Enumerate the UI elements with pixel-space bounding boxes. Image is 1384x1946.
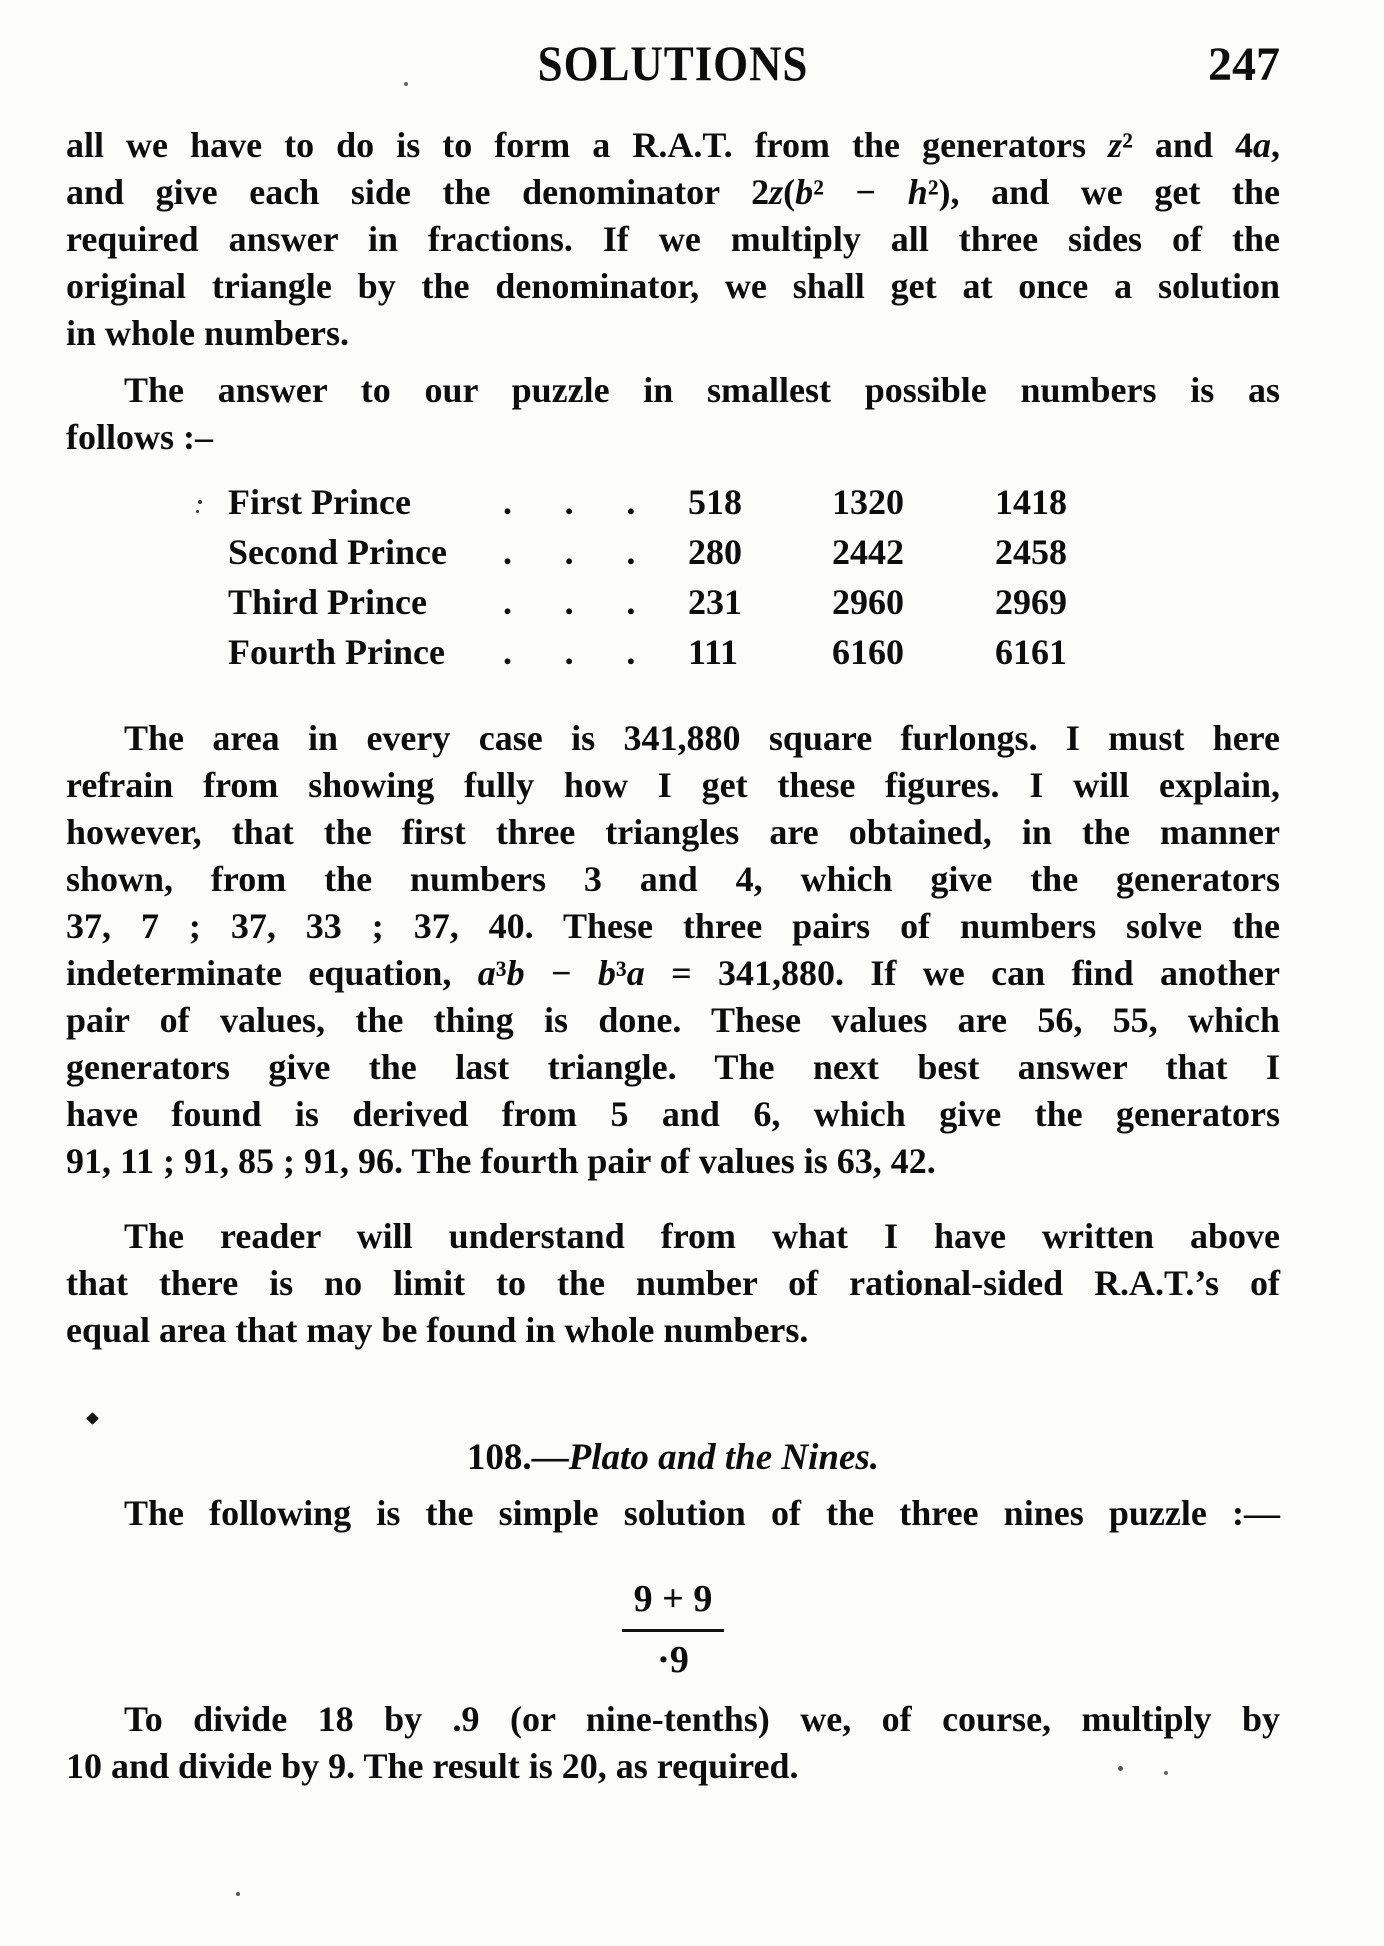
text-line: To divide 18 by .9 (or nine-tenths) we, of course, multiply by bbox=[124, 1699, 1280, 1739]
text-line: all we have to do is to form a R.A.T. from the generators z² and 4a, bbox=[66, 125, 1280, 165]
row-label: Fourth Prince bbox=[228, 632, 445, 672]
row-value: 2969 bbox=[995, 582, 1067, 622]
table-row bbox=[228, 527, 1280, 577]
area-paragraph bbox=[66, 715, 1280, 1185]
three-nines-paragraph bbox=[66, 1490, 1280, 1537]
table-row bbox=[228, 477, 1280, 527]
text-line: 10 and divide by 9. The result is 20, as required. bbox=[66, 1746, 799, 1786]
row-value: 518 bbox=[688, 482, 742, 522]
row-label: First Prince bbox=[228, 482, 411, 522]
text-line: and give each side the denominator 2z(b² − h²), and we get the bbox=[66, 172, 1280, 212]
page-title: SOLUTIONS bbox=[537, 35, 809, 91]
page-content bbox=[66, 122, 1280, 1790]
text-line: The following is the simple solution of the three nines puzzle :— bbox=[124, 1493, 1280, 1533]
row-value: 280 bbox=[688, 532, 742, 572]
row-value: 111 bbox=[688, 632, 739, 672]
table-row bbox=[228, 627, 1280, 677]
fraction-denominator: ·9 bbox=[657, 1639, 689, 1681]
text-line: shown, from the numbers 3 and 4, which give the generators bbox=[66, 859, 1280, 899]
divide-paragraph bbox=[66, 1696, 1280, 1790]
text-line: indeterminate equation, a³b − b³a = 341,880. If we can find another bbox=[66, 953, 1280, 993]
text-line: 91, 11 ; 91, 85 ; 91, 96. The fourth pair of values is 63, 42. bbox=[66, 1141, 936, 1181]
ink-speck bbox=[404, 82, 408, 86]
text-line: 37, 7 ; 37, 33 ; 37, 40. These three pairs of numbers solve the bbox=[66, 906, 1280, 946]
row-label: Third Prince bbox=[228, 582, 427, 622]
reader-paragraph bbox=[66, 1213, 1280, 1354]
fraction-numerator: 9 + 9 bbox=[622, 1577, 725, 1632]
table-row bbox=[228, 577, 1280, 627]
ink-speck bbox=[198, 500, 202, 504]
row-value: 231 bbox=[688, 582, 742, 622]
text-line: The reader will understand from what I have written above bbox=[124, 1216, 1280, 1256]
row-label: Second Prince bbox=[228, 532, 447, 572]
opening-paragraph bbox=[66, 122, 1280, 357]
answer-paragraph bbox=[66, 367, 1280, 461]
text-line: required answer in fractions. If we multiply all three sides of the bbox=[66, 219, 1280, 259]
row-value: 6160 bbox=[832, 632, 904, 672]
leader-dots: . . . bbox=[503, 632, 636, 672]
text-line: that there is no limit to the number of rational-sided R.A.T.’s of bbox=[66, 1263, 1280, 1303]
ink-speck bbox=[196, 510, 199, 513]
row-value: 6161 bbox=[995, 632, 1067, 672]
leader-dots: . . . bbox=[503, 482, 636, 522]
puzzle-108-heading: 108.—Plato and the Nines. bbox=[466, 1437, 880, 1478]
page-number: 247 bbox=[1208, 38, 1280, 91]
nines-fraction bbox=[622, 1577, 725, 1682]
text-line: refrain from showing fully how I get these figures. I will explain, bbox=[66, 765, 1280, 805]
row-value: 2458 bbox=[995, 532, 1067, 572]
text-line: The answer to our puzzle in smallest possible numbers is as bbox=[124, 370, 1280, 410]
row-value: 1320 bbox=[832, 482, 904, 522]
text-line: however, that the first three triangles are obtained, in the manner bbox=[66, 812, 1280, 852]
ink-speck bbox=[1164, 1771, 1168, 1775]
text-line: generators give the last triangle. The next best answer that I bbox=[66, 1047, 1280, 1087]
text-line: The area in every case is 341,880 square furlongs. I must here bbox=[124, 718, 1280, 758]
text-line: have found is derived from 5 and 6, which give the generators bbox=[66, 1094, 1280, 1134]
text-line: in whole numbers. bbox=[66, 313, 350, 353]
leader-dots: . . . bbox=[503, 532, 636, 572]
text-line: follows :– bbox=[66, 417, 213, 457]
ink-speck bbox=[236, 1892, 240, 1896]
ink-speck bbox=[1118, 1766, 1123, 1771]
row-value: 1418 bbox=[995, 482, 1067, 522]
text-line: pair of values, the thing is done. These values are 56, 55, which bbox=[66, 1000, 1280, 1040]
leader-dots: . . . bbox=[503, 582, 636, 622]
row-value: 2960 bbox=[832, 582, 904, 622]
text-line: original triangle by the denominator, we shall get at once a solution bbox=[66, 266, 1280, 306]
text-line: equal area that may be found in whole numbers. bbox=[66, 1310, 809, 1350]
princes-table bbox=[228, 477, 1280, 677]
page-header bbox=[66, 0, 1280, 90]
row-value: 2442 bbox=[832, 532, 904, 572]
